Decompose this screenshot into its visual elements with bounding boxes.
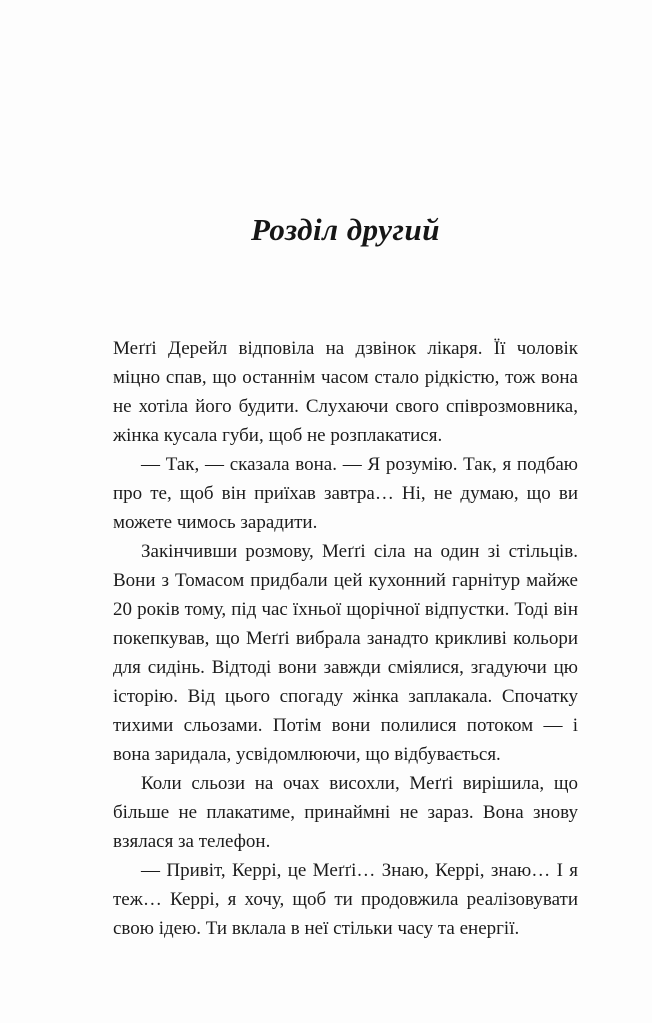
chapter-title: Розділ другий bbox=[251, 212, 440, 247]
paragraph: — Так, — сказала вона. — Я розумію. Так, я подбаю про те, щоб він приїхав завтра… Ні, не думаю, що ви можете чимось зарадити. bbox=[113, 454, 578, 533]
text-block bbox=[113, 334, 578, 943]
paragraph: Меґґі Дерейл відповіла на дзвінок лікаря. Її чоловік міцно спав, що останнім часом стало рідкістю, тож вона не хотіла його будити. Слухаючи свого співрозмовника, жінка кусала губи, щоб не розплакатися. bbox=[113, 338, 578, 446]
paragraph: Коли сльози на очах висохли, Меґґі вирішила, що більше не плакатиме, принаймні не зараз. Вона знову взялася за телефон. bbox=[113, 773, 578, 852]
paragraph: Закінчивши розмову, Меґґі сіла на один зі стільців. Вони з Томасом придбали цей кухонний гарнітур майже 20 років тому, під час їхньої щорічної відпустки. Тоді він покепкував, що Меґґі вибрала занадто крикливі кольори для сидінь. Відтоді вони завжди сміялися, згадуючи цю історію. Від цього спогаду жінка заплакала. Спочатку тихими сльозами. Потім вони полилися потоком — і вона заридала, усвідомлюючи, що відбувається. bbox=[113, 541, 578, 765]
paragraph: — Привіт, Керрі, це Меґґі… Знаю, Керрі, знаю… І я теж… Керрі, я хочу, щоб ти продовжила реалізовувати свою ідею. Ти вклала в неї стільки часу та енергії. bbox=[113, 860, 578, 939]
